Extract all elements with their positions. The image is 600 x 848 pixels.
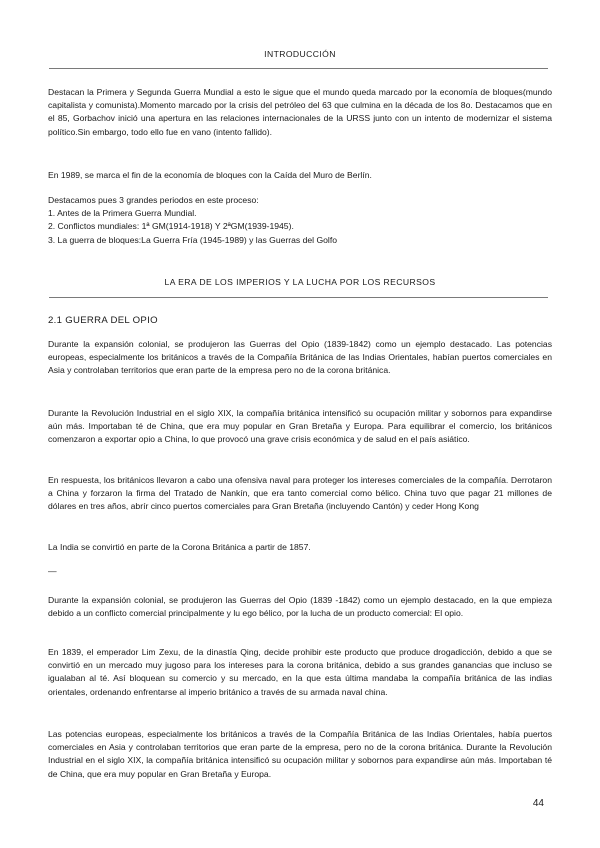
body-paragraph: La India se convirtió en parte de la Corona Británica a partir de 1857.	[48, 542, 311, 552]
body-paragraph: En 1839, el emperador Lim Zexu, de la dinastía Qing, decide prohibir este producto que produce drogadicción, debido a que se convirtió en un mercado muy jugoso para los intereses para la corona británica, debido a sus grandes ganancias que incluso se igualaban al té. Así bloquean su comercio y su mercado, en la que esta última mandaba la compañía británica de las indias orientales, ordenando enfrentarse al imperio británico a través de su armada naval china.	[48, 647, 552, 697]
period-item: 3. La guerra de bloques:La Guerra Fría (1945-1989) y las Guerras del Golfo	[48, 234, 338, 245]
intro-paragraph-1: Destacan la Primera y Segunda Guerra Mundial a esto le sigue que el mundo queda marcado por la economía de bloques(mundo capitalista y comunista).Momento marcado por la crisis del petróleo del 63 que culmina en la década de los 8o. Destacamos que en el 85, Gorbachov inició una apertura en las relaciones internacionales de la URSS junto con un intento de modernizar el sistema político.Sin embargo, todo ello fue en vano (intento fallido).	[48, 87, 552, 137]
body-paragraph: Durante la expansión colonial, se produjeron las Guerras del Opio (1839-1842) como un ejemplo destacado. Las potencias europeas, especialmente los británicos a través de la Compañía Británica de las Indias Orientales, habían puertos comerciales en Asia y controlaban territorios que eran parte de la empresa pero no de la corona británica.	[48, 339, 552, 376]
page-title: INTRODUCCIÓN	[264, 49, 336, 59]
page-number: 44	[532, 798, 544, 809]
body-paragraph: Durante la Revolución Industrial en el siglo XIX, la compañía británica intensificó su ocupación militar y sobornos para expandirse aún más. Importaban té de China, que era muy popular en Gran Bretaña y Europa. Para equilibrar el comercio, los británicos comenzaron a exportar opio a China, lo que provocó una grave crisis económica y de salud en el país asiático.	[48, 408, 552, 445]
period-item: 1. Antes de la Primera Guerra Mundial.	[48, 208, 197, 219]
separator-dash: —	[48, 566, 57, 576]
section-subtitle: 2.1 GUERRA DEL OPIO	[48, 315, 158, 326]
title-divider	[49, 68, 548, 69]
period-item: 2. Conflictos mundiales: 1ª GM(1914-1918) Y 2ªGM(1939-1945).	[48, 221, 294, 232]
body-paragraph: En respuesta, los británicos llevaron a cabo una ofensiva naval para proteger los intereses comerciales de la compañía. Derrotaron a China y forzaron la firma del Tratado de Nankín, que era tanto comercial como bélico. China tuvo que pagar 21 millones de dólares en tres años, abrír cinco puertos comerciales para Gran Bretaña (incluyendo Cantón) y ceder Hong Kong	[48, 475, 552, 512]
section-title: LA ERA DE LOS IMPERIOS Y LA LUCHA POR LOS RECURSOS	[164, 277, 436, 287]
periods-intro: Destacamos pues 3 grandes periodos en este proceso:	[48, 195, 259, 205]
periods-list	[48, 194, 552, 247]
body-paragraph: Durante la expansión colonial, se produjeron las Guerras del Opio (1839 -1842) como un ejemplo destacado, en la que empieza debido a un conflicto comercial principalmente y lu ego bélico, por la lucha de un producto comercial: El opio.	[48, 595, 552, 619]
section-divider	[49, 297, 548, 298]
body-paragraph: Las potencias europeas, especialmente los británicos a través de la Compañía Británica de las Indias Orientales, había puertos comerciales en Asia y controlaban territorios que eran parte de la empresa, pero no de la corona británica. Durante la Revolución Industrial en el siglo XIX, la compañía británica intensificó su ocupación militar y sobornos para expandirse aún más. Importaban té de China, que era muy popular en Gran Bretaña y Europa.	[48, 729, 552, 779]
intro-paragraph-2: En 1989, se marca el fin de la economía de bloques con la Caída del Muro de Berlín.	[48, 170, 372, 180]
